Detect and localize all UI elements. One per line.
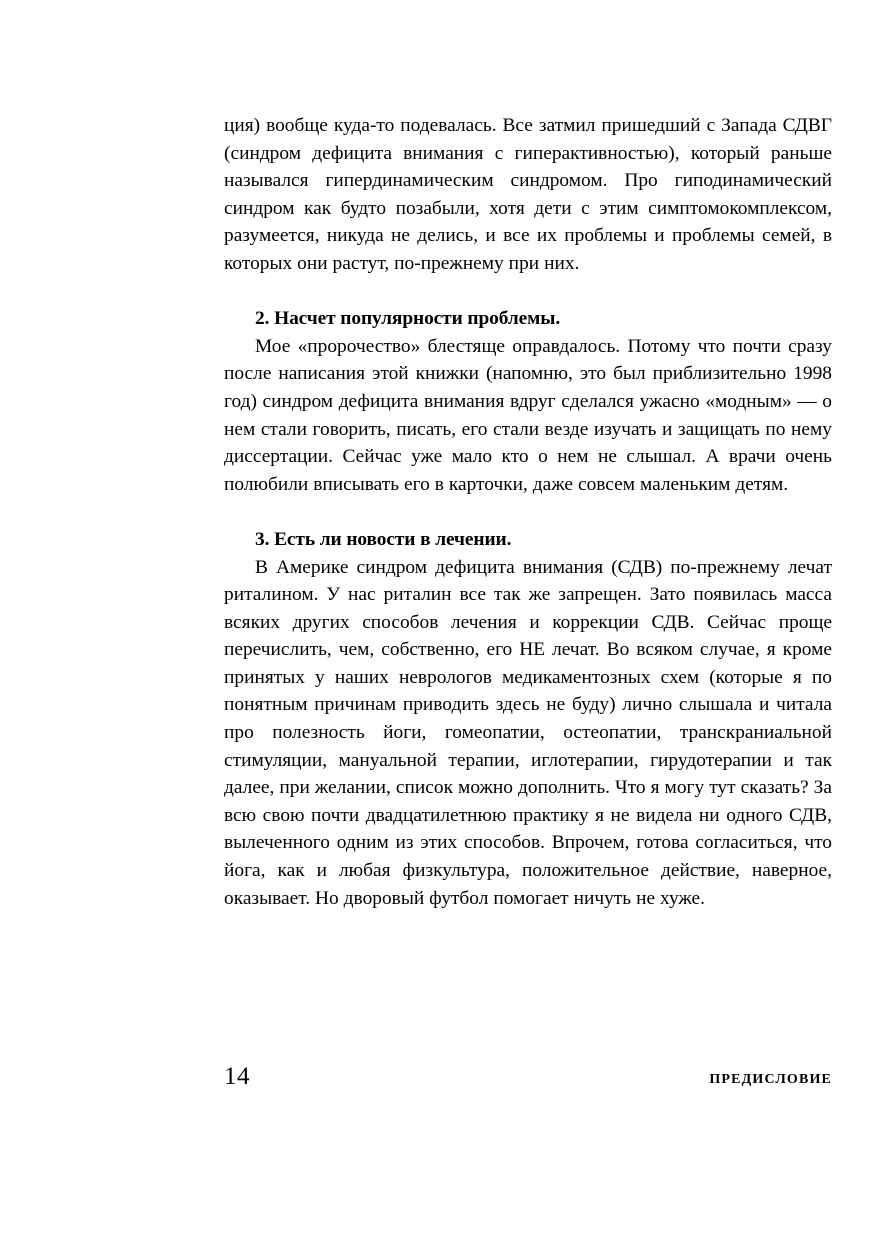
section-body-2: Мое «пророчество» блестяще оправдалось. Потому что почти сразу после написания этой книжки (напомню, это был приблизительно 1998 год) синдром дефицита внимания вдруг сделался ужасно «модным» — о нем стали говорить, писать, его стали везде изучать и защищать по нему диссертации. Сейчас уже мало кто о нем не слышал. А врачи очень полюбили вписывать его в карточки, даже совсем маленьким детям. [224, 335, 832, 495]
running-head: ПРЕДИСЛОВИЕ [709, 1072, 832, 1087]
page-number: 14 [224, 1063, 250, 1090]
section-heading-2: 2. Насчет популярности проблемы. [255, 308, 561, 330]
paragraph-spacer [224, 278, 832, 306]
section-heading-3: 3. Есть ли новости в лечении. [255, 528, 512, 550]
text-column [224, 112, 832, 912]
continued-paragraph: ция) вообще куда-то подевалась. Все затмил пришедший с Запада СДВГ (синдром дефицита внимания с гиперактивностью), который раньше назывался гипердинамическим синдромом. Про гиподинамический синдром как будто позабыли, хотя дети с этим симптомокомплексом, разумеется, никуда не делись, и все их проблемы и проблемы семей, в которых они растут, по-прежнему при них. [224, 115, 832, 274]
section-body-3: В Америке синдром дефицита внимания (СДВ) по-прежнему лечат риталином. У нас риталин все так же запрещен. Зато появилась масса всяких других способов лечения и коррекции СДВ. Сейчас проще перечислить, чем, собственно, его НЕ лечат. Во всяком случае, я кроме принятых у наших неврологов медикаментозных схем (которые я по понятным причинам приводить здесь не буду) лично слышала и читала про полезность йоги, гомеопатии, остеопатии, транскраниальной стимуляции, мануальной терапии, иглотерапии, гирудотерапии и так далее, при желании, список можно дополнить. Что я могу тут сказать? За всю свою почти двадцатилетнюю практику я не видела ни одного СДВ, вылеченного одним из этих способов. Впрочем, готова согласиться, что йога, как и любая физкультура, положительное действие, наверное, оказывает. Но дворовый футбол помогает ничуть не хуже. [224, 556, 832, 909]
paragraph-spacer [224, 498, 832, 526]
page-footer [224, 1062, 832, 1094]
